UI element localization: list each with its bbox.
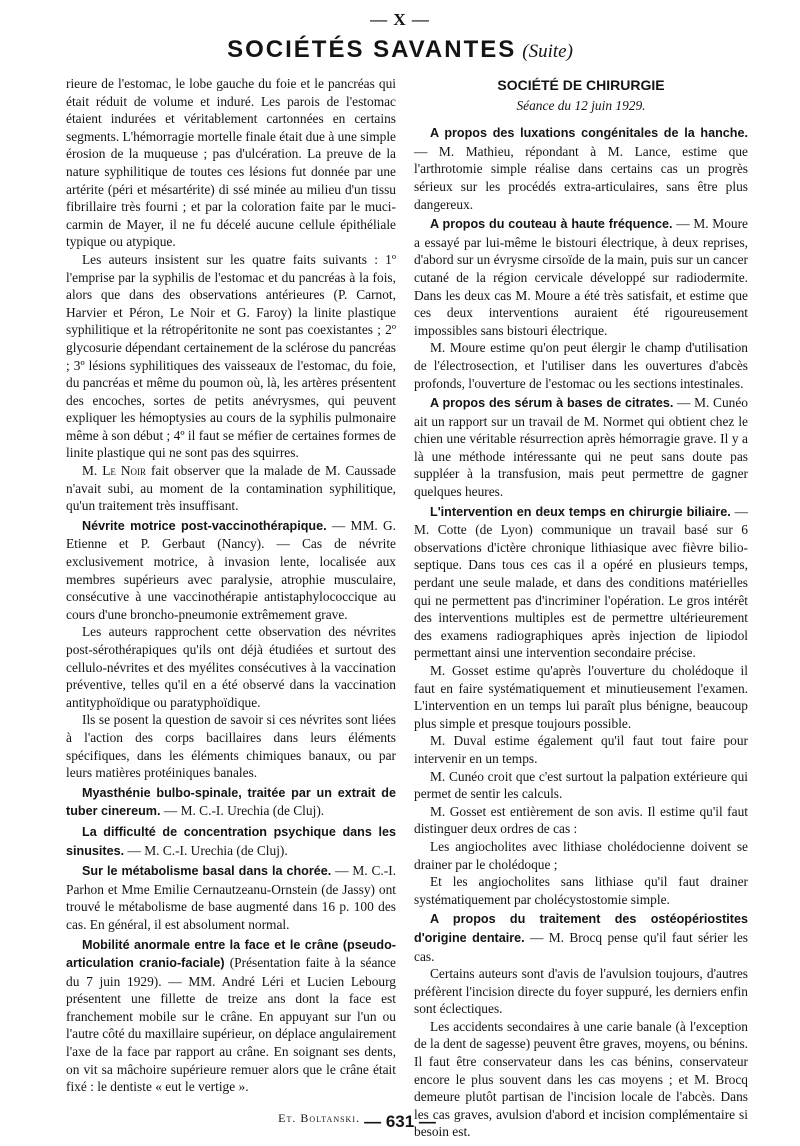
communication-text: — Cas de névrite exclusivement motrice, à invasion lente, localisée aux membres supérieurs avec paralysie, atrophie musculaire, consécutive à une vaccinothérapie antistaphylococcique au cours d'une broncho-pneumonie extrêmement grave.	[66, 536, 396, 622]
communication-text: — M. Moure a essayé par lui-même le bistouri électrique, à deux reprises, d'abord sur un évrysme cirsoïde de la main, puis sur un cancer cutané de la région cervicale développé sur radiodermite. Dans les deux cas M. Moure a été très satisfait, et estime que ces deux interventions auraient été rigoureusement impossibles sans bistouri électrique.	[414, 216, 749, 338]
communication-title: Sur le métabolisme basal dans la chorée.	[82, 864, 332, 879]
communication-title: A propos du couteau à haute fréquence.	[430, 217, 673, 232]
communication-text: — M. Mathieu, répondant à M. Lance, estime que l'arthrotomie simple réalise dans certains cas un progrès sérieux sur les procédés extra-articulaires, sans être plus dangereux.	[414, 143, 748, 212]
left-column	[66, 75, 396, 1127]
communication	[66, 823, 396, 860]
communication-text: — M. C.-I. Urechia (de Cluj).	[163, 803, 325, 819]
paragraph: Les auteurs rapprochent cette observation des névrites post-sérothérapiques qu'ils ont déjà étudiées et surtout des cellulo-névrites et des myélites consécutives à la vaccination préventive, telles qu'il en a été observé dans la vaccination antityphoïdique ou paratyphoïdique.	[66, 624, 396, 710]
page-header	[0, 36, 800, 64]
paragraph: M. Duval estime également qu'il faut tout faire pour intervenir en un temps.	[414, 733, 748, 766]
communication	[66, 862, 396, 933]
communication-text: — M. Cunéo ait un rapport sur un travail de M. Normet qui obtient chez le chien une véritable résurrection après hémorragie grave. Il y a là une méthode intéressante qui ne peut sans doute pas suppléer à la transfusion, mais peut permettre de gagner quelques heures.	[414, 395, 748, 500]
header-title: SOCIÉTÉS SAVANTES	[227, 36, 517, 63]
communication	[66, 784, 396, 821]
paragraph: Et les angiocholites sans lithiase qu'il faut drainer systématiquement par cholécystostomie simple.	[414, 874, 748, 907]
page-number: — 631 —	[364, 1112, 436, 1131]
communication-text: — M. Cotte (de Lyon) communique un travail basé sur 6 observations d'ictère chronique lithiasique avec fièvre bilio-septique. Dans tous ces cas il a opéré en plusieurs temps, perdant une seule malade, et dans des conditions matérielles qui ne permettent pas d'incriminer l'opération. Le gros intérêt des interventions multiples est de permettre ultérieurement des examens radiographiques après injection de lipiodol permettant ainsi une intervention secondaire précise.	[414, 503, 748, 661]
right-column	[414, 75, 748, 1141]
section-heading: SOCIÉTÉ DE CHIRURGIE	[497, 77, 665, 93]
roman-page-marker: — X —	[370, 10, 430, 29]
communication-title: Mobilité anormale entre la face et le crâne (pseudo-articulation cranio-faciale)	[66, 937, 396, 971]
paragraph-text: fait observer que la malade de M. Caussade n'avait subi, au moment de la contamination syphilitique, qu'un traitement très insuffisant.	[66, 463, 396, 514]
communication-title: Névrite motrice post-vaccinothérapique.	[82, 518, 327, 533]
communication-title: L'intervention en deux temps en chirurgie biliaire.	[430, 504, 731, 519]
signature-text: Et. Boltanski.	[278, 1110, 360, 1125]
communication-authors: — MM. G. Etienne et P. Gerbaut (Nancy).	[66, 517, 397, 552]
communication-text: — M. C.-I. Parhon et Mme Emilie Cernautzeanu-Ornstein (de Jassy) ont trouvé le métabolisme de base augmenté dans 16 p. 100 des cas. En général, il est absolument normal.	[66, 863, 396, 932]
communication	[66, 517, 396, 624]
paragraph: Les auteurs insistent sur les quatre faits suivants : 1º l'emprise par la syphilis de l'estomac et du pancréas à la fois, alors que dans des observations antérieures (P. Carnot, Harvier et Péron, Le Noir et G. Faroy) la linite plastique syphilitique et la rétropéritonite ne sont pas coexistantes ; 2º glycosurie dépendant certainement de la sclérose du pancréas ; 3º lésions syphilitiques des vaisseaux de l'estomac, du foie, du pancréas et même du poumon où, là, les artères présentent des encoches, sortes de petits anévrysmes, qui peuvent expliquer les hémoptysies au cours de la syphilis pulmonaire même à son début ; 4º il faut se méfier de certaines formes de linite plastique qui ne sont pas des squirres.	[66, 251, 396, 461]
paragraph: M. Gosset est entièrement de son avis. Il estime qu'il faut distinguer deux ordres de cas :	[414, 803, 748, 837]
communication-text: (Présentation faite à la séance du 7 juin 1929). — MM. André Léri et Lucien Lebourg présentent une fillette de treize ans dont la face est franchement mobile sur le crâne. En appuyant sur l'un ou l'autre côté du maxillaire supérieur, on déplace angulairement l'axe de la face par rapport au crâne. En soignant ses dents, on vit sa mâchoire supérieure remuer alors que le crâne était fixé : le dentiste « eut le vertige ».	[66, 955, 396, 1095]
paragraph: Ils se posent la question de savoir si ces névrites sont liées à l'action des corps bacillaires dans leurs éléments spécifiques, dans les éléments chimiques banaux, ou par leurs matières protéiniques banales.	[66, 712, 396, 781]
communication-title: A propos des luxations congénitales de la hanche.	[430, 126, 748, 141]
paragraph: M. Cunéo croit que c'est surtout la palpation extérieure qui permet de sentir les calculs.	[414, 768, 748, 802]
communication	[414, 503, 748, 662]
header-suite: (Suite)	[522, 41, 573, 62]
communication	[414, 910, 748, 965]
session-date: Séance du 12 juin 1929.	[516, 97, 646, 113]
paragraph: M. Gosset estime qu'après l'ouverture du cholédoque il faut en faire systématiquement et minutieusement l'examen. L'intervention en un temps lui paraît plus bénigne, beaucoup plus simple et presque toujours possible.	[414, 663, 748, 731]
communication-title: La difficulté de concentration psychique dans les sinusites.	[66, 824, 396, 858]
paragraph: Les accidents secondaires à une carie banale (à l'exception de la dent de sagesse) peuvent être graves, moyens, ou bénins. Il faut être conservateur dans les cas bénins, conservateur encore le plus souvent dans les cas moyens ; et M. Brocq demeure plutôt partisan de l'incision locale de l'abcès. Dans les cas graves, avulsion d'abord et incision complémentaire si besoin est.	[414, 1018, 748, 1140]
communication	[414, 394, 748, 501]
author-name: M. Le Noir	[82, 463, 147, 479]
communication-text: — M. C.-I. Urechia (de Cluj).	[127, 842, 288, 858]
paragraph: rieure de l'estomac, le lobe gauche du foie et le pancréas qui était réduit de volume et induré. Les parois de l'estomac étaient indurées et véritablement cartonnées en certains segments. L'hémorragie mortelle finale était due à une simple érosion de la muqueuse ; pas d'ulcération. La preuve de la nature syphilitique de toutes ces lésions fut donnée par une artérite (péri et mésartérite) di ssé minée au milieu d'un tissu fibrillaire très fourni ; et par la coloration faite par le muci-carmin de Mayer, il ne fu décelé aucune cellule épithéliale typique ou atypique.	[66, 76, 396, 250]
communication-text: — M. Brocq pense qu'il faut sérier les cas.	[414, 929, 748, 964]
paragraph: M. Moure estime qu'on peut élergir le champ d'utilisation de l'électrosection, et l'utiliser dans les ouvertures d'abcès profonds, l'ouverture de l'estomac ou les sections intestinales.	[414, 340, 748, 391]
communication-title: A propos des sérum à bases de citrates.	[430, 396, 674, 411]
communication-title: Myasthénie bulbo-spinale, traitée par un extrait de tuber cinereum.	[66, 785, 396, 819]
paragraph: Certains auteurs sont d'avis de l'avulsion toujours, d'autres préfèrent l'incision directe du foyer suppuré, les derniers enfin sont éclectiques.	[414, 966, 748, 1017]
communication	[414, 215, 748, 339]
communication	[66, 936, 396, 1096]
paragraph: Les angiocholites avec lithiase cholédocienne doivent se drainer par le cholédoque ;	[414, 838, 748, 872]
paragraph	[66, 462, 396, 515]
communication-title: A propos du traitement des ostéopériostites d'origine dentaire.	[414, 912, 748, 945]
communication	[414, 124, 748, 213]
